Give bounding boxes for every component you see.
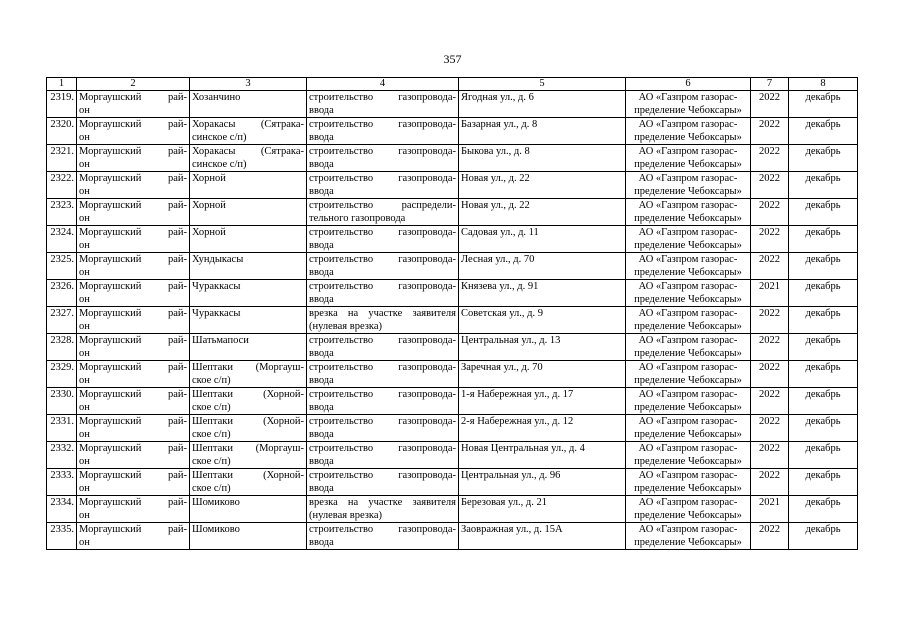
table-row	[47, 415, 858, 442]
settlement-cell	[190, 388, 307, 415]
row-number: 2326.	[47, 280, 77, 307]
cell-line: строительство газопровода-	[309, 443, 456, 454]
work-type-cell	[307, 172, 459, 199]
cell-line: Моргаушский рай-	[79, 119, 187, 130]
cell-line: он	[79, 483, 90, 494]
row-number: 2323.	[47, 199, 77, 226]
cell-line: ввода	[309, 240, 334, 251]
cell-line: пределение Чебоксары»	[634, 375, 742, 386]
header-cell: 2	[77, 78, 190, 91]
cell-line: пределение Чебоксары»	[634, 483, 742, 494]
year-cell: 2022	[751, 523, 789, 550]
district-cell	[77, 388, 190, 415]
work-type-cell	[307, 226, 459, 253]
table-row	[47, 361, 858, 388]
cell-line: Чураккасы	[192, 308, 241, 319]
cell-line: строительство газопровода-	[309, 335, 456, 346]
cell-line: (нулевая врезка)	[309, 321, 382, 332]
work-type-cell	[307, 334, 459, 361]
settlement-cell	[190, 145, 307, 172]
address-cell: Быкова ул., д. 8	[459, 145, 626, 172]
organization-cell	[626, 118, 751, 145]
organization-cell	[626, 253, 751, 280]
work-type-cell	[307, 496, 459, 523]
month-cell: декабрь	[789, 145, 858, 172]
work-type-cell	[307, 253, 459, 280]
organization-cell	[626, 145, 751, 172]
cell-line: АО «Газпром газорас-	[638, 173, 738, 184]
district-cell	[77, 442, 190, 469]
year-cell: 2022	[751, 118, 789, 145]
year-cell: 2022	[751, 361, 789, 388]
cell-line: он	[79, 240, 90, 251]
row-number: 2331.	[47, 415, 77, 442]
cell-line: он	[79, 402, 90, 413]
cell-line: Шептаки (Моргауш-	[192, 362, 304, 373]
table-row	[47, 334, 858, 361]
cell-line: он	[79, 429, 90, 440]
table-row	[47, 496, 858, 523]
cell-line: Моргаушский рай-	[79, 308, 187, 319]
cell-line: АО «Газпром газорас-	[638, 119, 738, 130]
cell-line: Шатьмапоси	[192, 335, 249, 346]
address-cell: Базарная ул., д. 8	[459, 118, 626, 145]
cell-line: строительство газопровода-	[309, 416, 456, 427]
cell-line: Моргаушский рай-	[79, 497, 187, 508]
cell-line: Хозанчино	[192, 92, 241, 103]
month-cell: декабрь	[789, 334, 858, 361]
cell-line: Моргаушский рай-	[79, 443, 187, 454]
cell-line: АО «Газпром газорас-	[638, 362, 738, 373]
organization-cell	[626, 361, 751, 388]
year-cell: 2022	[751, 253, 789, 280]
cell-line: АО «Газпром газорас-	[638, 92, 738, 103]
cell-line: строительство газопровода-	[309, 173, 456, 184]
cell-line: пределение Чебоксары»	[634, 429, 742, 440]
address-cell: Заречная ул., д. 70	[459, 361, 626, 388]
district-cell	[77, 415, 190, 442]
settlement-cell	[190, 307, 307, 334]
cell-line: Шептаки (Хорной-	[192, 416, 304, 427]
settlement-cell	[190, 496, 307, 523]
cell-line: Шептаки (Хорной-	[192, 389, 304, 400]
table-row	[47, 442, 858, 469]
header-cell: 5	[459, 78, 626, 91]
cell-line: ввода	[309, 348, 334, 359]
organization-cell	[626, 442, 751, 469]
cell-line: АО «Газпром газорас-	[638, 146, 738, 157]
month-cell: декабрь	[789, 496, 858, 523]
cell-line: строительство газопровода-	[309, 389, 456, 400]
row-number: 2327.	[47, 307, 77, 334]
row-number: 2332.	[47, 442, 77, 469]
district-cell	[77, 469, 190, 496]
cell-line: Хорной	[192, 227, 226, 238]
cell-line: тельного газопровода	[309, 213, 406, 224]
cell-line: он	[79, 132, 90, 143]
row-number: 2333.	[47, 469, 77, 496]
year-cell: 2022	[751, 388, 789, 415]
organization-cell	[626, 199, 751, 226]
cell-line: строительство газопровода-	[309, 470, 456, 481]
row-number: 2325.	[47, 253, 77, 280]
month-cell: декабрь	[789, 388, 858, 415]
cell-line: АО «Газпром газорас-	[638, 281, 738, 292]
address-cell: 2-я Набережная ул., д. 12	[459, 415, 626, 442]
cell-line: Моргаушский рай-	[79, 254, 187, 265]
year-cell: 2022	[751, 469, 789, 496]
cell-line: он	[79, 510, 90, 521]
month-cell: декабрь	[789, 118, 858, 145]
cell-line: АО «Газпром газорас-	[638, 443, 738, 454]
cell-line: он	[79, 159, 90, 170]
work-type-cell	[307, 145, 459, 172]
header-cell: 7	[751, 78, 789, 91]
organization-cell	[626, 523, 751, 550]
organization-cell	[626, 226, 751, 253]
cell-line: пределение Чебоксары»	[634, 510, 742, 521]
cell-line: Шомиково	[192, 497, 240, 508]
cell-line: строительство распредели-	[309, 200, 456, 211]
cell-line: врезка на участке заявителя	[309, 308, 456, 319]
cell-line: он	[79, 456, 90, 467]
cell-line: ввода	[309, 159, 334, 170]
year-cell: 2022	[751, 199, 789, 226]
district-cell	[77, 253, 190, 280]
settlement-cell	[190, 523, 307, 550]
month-cell: декабрь	[789, 523, 858, 550]
work-type-cell	[307, 199, 459, 226]
cell-line: АО «Газпром газорас-	[638, 389, 738, 400]
organization-cell	[626, 469, 751, 496]
cell-line: ввода	[309, 105, 334, 116]
address-cell: Центральная ул., д. 13	[459, 334, 626, 361]
cell-line: ское с/п)	[192, 375, 231, 386]
district-cell	[77, 523, 190, 550]
cell-line: ввода	[309, 429, 334, 440]
month-cell: декабрь	[789, 253, 858, 280]
cell-line: АО «Газпром газорас-	[638, 470, 738, 481]
year-cell: 2022	[751, 415, 789, 442]
header-cell: 4	[307, 78, 459, 91]
cell-line: (нулевая врезка)	[309, 510, 382, 521]
organization-cell	[626, 91, 751, 118]
row-number: 2330.	[47, 388, 77, 415]
cell-line: Хундыкасы	[192, 254, 244, 265]
district-cell	[77, 334, 190, 361]
row-number: 2322.	[47, 172, 77, 199]
year-cell: 2022	[751, 226, 789, 253]
month-cell: декабрь	[789, 280, 858, 307]
cell-line: он	[79, 105, 90, 116]
district-cell	[77, 118, 190, 145]
table-row	[47, 523, 858, 550]
cell-line: пределение Чебоксары»	[634, 105, 742, 116]
address-cell: Ягодная ул., д. 6	[459, 91, 626, 118]
work-type-cell	[307, 307, 459, 334]
row-number: 2335.	[47, 523, 77, 550]
cell-line: строительство газопровода-	[309, 524, 456, 535]
settlement-cell	[190, 199, 307, 226]
row-number: 2324.	[47, 226, 77, 253]
cell-line: пределение Чебоксары»	[634, 537, 742, 548]
cell-line: пределение Чебоксары»	[634, 402, 742, 413]
cell-line: Моргаушский рай-	[79, 146, 187, 157]
cell-line: он	[79, 537, 90, 548]
work-type-cell	[307, 361, 459, 388]
cell-line: Шомиково	[192, 524, 240, 535]
cell-line: ввода	[309, 456, 334, 467]
cell-line: ввода	[309, 483, 334, 494]
address-cell: Центральная ул., д. 96	[459, 469, 626, 496]
cell-line: Хорной	[192, 173, 226, 184]
year-cell: 2021	[751, 496, 789, 523]
cell-line: Чураккасы	[192, 281, 241, 292]
cell-line: Моргаушский рай-	[79, 335, 187, 346]
cell-line: АО «Газпром газорас-	[638, 335, 738, 346]
header-cell: 6	[626, 78, 751, 91]
table-row	[47, 118, 858, 145]
settlement-cell	[190, 334, 307, 361]
cell-line: пределение Чебоксары»	[634, 159, 742, 170]
year-cell: 2022	[751, 307, 789, 334]
year-cell: 2022	[751, 145, 789, 172]
table-row	[47, 199, 858, 226]
table-row	[47, 253, 858, 280]
cell-line: АО «Газпром газорас-	[638, 416, 738, 427]
month-cell: декабрь	[789, 307, 858, 334]
row-number: 2329.	[47, 361, 77, 388]
cell-line: строительство газопровода-	[309, 254, 456, 265]
work-type-cell	[307, 280, 459, 307]
page-number: 357	[443, 52, 462, 66]
month-cell: декабрь	[789, 91, 858, 118]
cell-line: он	[79, 186, 90, 197]
cell-line: пределение Чебоксары»	[634, 348, 742, 359]
cell-line: ввода	[309, 186, 334, 197]
table-row	[47, 226, 858, 253]
district-cell	[77, 91, 190, 118]
cell-line: ввода	[309, 537, 334, 548]
cell-line: Шептаки (Хорной-	[192, 470, 304, 481]
cell-line: Моргаушский рай-	[79, 227, 187, 238]
organization-cell	[626, 496, 751, 523]
cell-line: Моргаушский рай-	[79, 389, 187, 400]
organization-cell	[626, 334, 751, 361]
cell-line: синское с/п)	[192, 159, 247, 170]
district-cell	[77, 199, 190, 226]
cell-line: строительство газопровода-	[309, 281, 456, 292]
cell-line: Моргаушский рай-	[79, 524, 187, 535]
work-type-cell	[307, 442, 459, 469]
cell-line: ское с/п)	[192, 402, 231, 413]
cell-line: строительство газопровода-	[309, 146, 456, 157]
row-number: 2328.	[47, 334, 77, 361]
cell-line: пределение Чебоксары»	[634, 294, 742, 305]
row-number: 2320.	[47, 118, 77, 145]
cell-line: Моргаушский рай-	[79, 362, 187, 373]
cell-line: ввода	[309, 267, 334, 278]
table-row	[47, 145, 858, 172]
table-row	[47, 280, 858, 307]
organization-cell	[626, 280, 751, 307]
cell-line: АО «Газпром газорас-	[638, 497, 738, 508]
cell-line: Моргаушский рай-	[79, 281, 187, 292]
cell-line: он	[79, 267, 90, 278]
address-cell: Новая ул., д. 22	[459, 172, 626, 199]
cell-line: строительство газопровода-	[309, 362, 456, 373]
cell-line: он	[79, 375, 90, 386]
cell-line: Хоракасы (Сятрака-	[192, 146, 304, 157]
cell-line: пределение Чебоксары»	[634, 132, 742, 143]
cell-line: он	[79, 213, 90, 224]
table-row	[47, 469, 858, 496]
header-cell: 1	[47, 78, 77, 91]
cell-line: Шептаки (Моргауш-	[192, 443, 304, 454]
cell-line: ввода	[309, 402, 334, 413]
table-row	[47, 307, 858, 334]
address-cell: Новая ул., д. 22	[459, 199, 626, 226]
settlement-cell	[190, 361, 307, 388]
organization-cell	[626, 415, 751, 442]
district-cell	[77, 361, 190, 388]
settlement-cell	[190, 442, 307, 469]
cell-line: пределение Чебоксары»	[634, 267, 742, 278]
district-cell	[77, 226, 190, 253]
work-type-cell	[307, 118, 459, 145]
cell-line: пределение Чебоксары»	[634, 321, 742, 332]
row-number: 2321.	[47, 145, 77, 172]
settlement-cell	[190, 469, 307, 496]
cell-line: АО «Газпром газорас-	[638, 308, 738, 319]
month-cell: декабрь	[789, 361, 858, 388]
year-cell: 2021	[751, 280, 789, 307]
district-cell	[77, 172, 190, 199]
district-cell	[77, 280, 190, 307]
year-cell: 2022	[751, 442, 789, 469]
cell-line: ввода	[309, 294, 334, 305]
table-header-row	[47, 78, 858, 91]
settlement-cell	[190, 415, 307, 442]
cell-line: Моргаушский рай-	[79, 200, 187, 211]
cell-line: Моргаушский рай-	[79, 173, 187, 184]
settlement-cell	[190, 91, 307, 118]
settlement-cell	[190, 253, 307, 280]
table-row	[47, 388, 858, 415]
cell-line: пределение Чебоксары»	[634, 240, 742, 251]
cell-line: строительство газопровода-	[309, 227, 456, 238]
address-cell: Новая Центральная ул., д. 4	[459, 442, 626, 469]
cell-line: ввода	[309, 132, 334, 143]
cell-line: ское с/п)	[192, 429, 231, 440]
cell-line: Хорной	[192, 200, 226, 211]
settlement-cell	[190, 226, 307, 253]
work-type-cell	[307, 523, 459, 550]
month-cell: декабрь	[789, 415, 858, 442]
address-cell: Лесная ул., д. 70	[459, 253, 626, 280]
cell-line: врезка на участке заявителя	[309, 497, 456, 508]
row-number: 2334.	[47, 496, 77, 523]
organization-cell	[626, 172, 751, 199]
address-cell: 1-я Набережная ул., д. 17	[459, 388, 626, 415]
cell-line: строительство газопровода-	[309, 92, 456, 103]
district-cell	[77, 496, 190, 523]
settlement-cell	[190, 172, 307, 199]
cell-line: пределение Чебоксары»	[634, 213, 742, 224]
cell-line: АО «Газпром газорас-	[638, 254, 738, 265]
cell-line: пределение Чебоксары»	[634, 186, 742, 197]
table-row	[47, 172, 858, 199]
month-cell: декабрь	[789, 442, 858, 469]
district-cell	[77, 145, 190, 172]
header-cell: 3	[190, 78, 307, 91]
settlement-cell	[190, 280, 307, 307]
organization-cell	[626, 388, 751, 415]
cell-line: пределение Чебоксары»	[634, 456, 742, 467]
work-type-cell	[307, 91, 459, 118]
month-cell: декабрь	[789, 199, 858, 226]
cell-line: ввода	[309, 375, 334, 386]
month-cell: декабрь	[789, 226, 858, 253]
work-type-cell	[307, 469, 459, 496]
year-cell: 2022	[751, 172, 789, 199]
cell-line: он	[79, 348, 90, 359]
cell-line: ское с/п)	[192, 456, 231, 467]
address-cell: Заовражная ул., д. 15А	[459, 523, 626, 550]
work-type-cell	[307, 415, 459, 442]
header-cell: 8	[789, 78, 858, 91]
month-cell: декабрь	[789, 172, 858, 199]
year-cell: 2022	[751, 91, 789, 118]
work-type-cell	[307, 388, 459, 415]
settlement-cell	[190, 118, 307, 145]
cell-line: синское с/п)	[192, 132, 247, 143]
cell-line: Моргаушский рай-	[79, 416, 187, 427]
address-cell: Березовая ул., д. 21	[459, 496, 626, 523]
district-cell	[77, 307, 190, 334]
cell-line: ское с/п)	[192, 483, 231, 494]
cell-line: Моргаушский рай-	[79, 92, 187, 103]
cell-line: он	[79, 294, 90, 305]
organization-cell	[626, 307, 751, 334]
address-cell: Советская ул., д. 9	[459, 307, 626, 334]
cell-line: АО «Газпром газорас-	[638, 200, 738, 211]
cell-line: он	[79, 321, 90, 332]
month-cell: декабрь	[789, 469, 858, 496]
cell-line: строительство газопровода-	[309, 119, 456, 130]
row-number: 2319.	[47, 91, 77, 118]
table-row	[47, 91, 858, 118]
year-cell: 2022	[751, 334, 789, 361]
gas-connection-table	[46, 77, 858, 550]
cell-line: АО «Газпром газорас-	[638, 227, 738, 238]
address-cell: Князева ул., д. 91	[459, 280, 626, 307]
cell-line: Моргаушский рай-	[79, 470, 187, 481]
address-cell: Садовая ул., д. 11	[459, 226, 626, 253]
cell-line: Хоракасы (Сятрака-	[192, 119, 304, 130]
cell-line: АО «Газпром газорас-	[638, 524, 738, 535]
